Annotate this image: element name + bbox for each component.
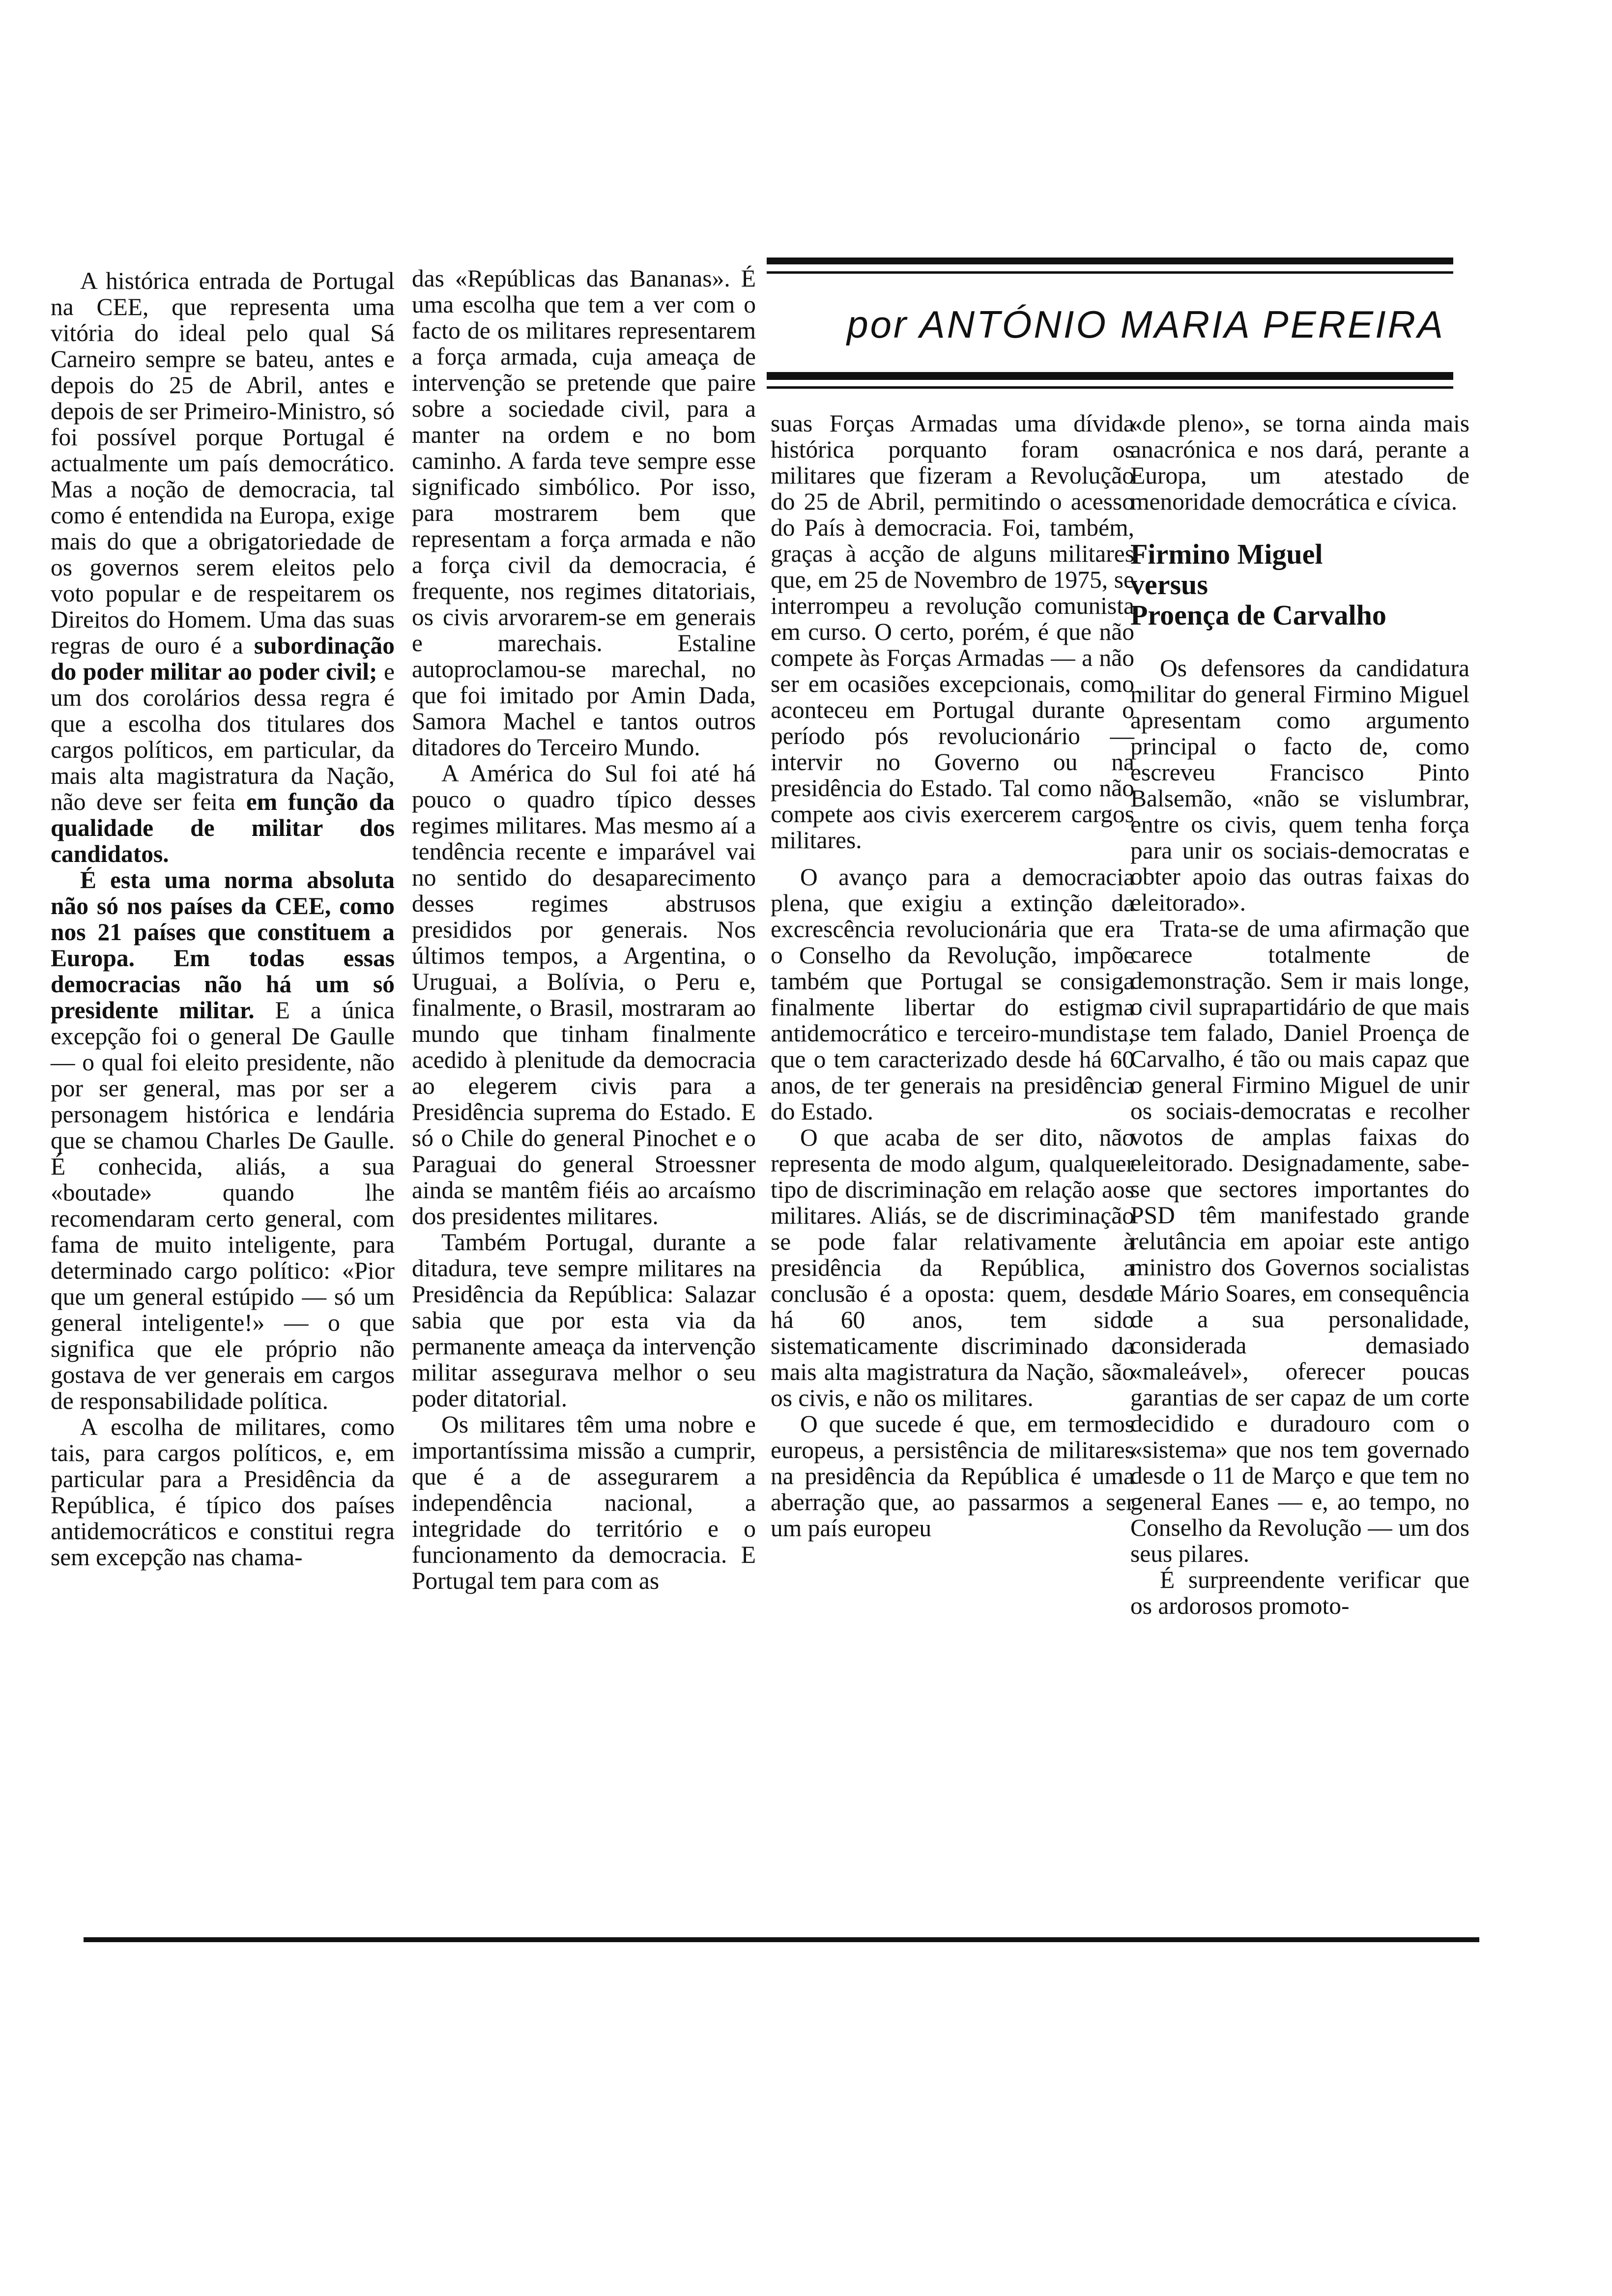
paragraph: Também Portugal, durante a ditadura, teve sempre militares na Presidência da República: Salazar sabia que por esta via da permanente ameaça da intervenção militar assegurava melhor o seu poder ditatorial. [412,1229,756,1412]
subheading [1130,539,1469,631]
byline-bottom-rule [767,372,1453,380]
paragraph: Os defensores da candidatura militar do general Firmino Miguel apresentam como argumento principal o facto de, como escreveu Francisco Pinto Balsemão, «não se vislumbrar, entre os civis, quem tenha força para unir os sociais-democratas e obter apoio das outras faixas do eleitorado». [1130,655,1469,916]
paragraph [51,867,395,1414]
bold-text: em função da qualidade de militar dos candidatos. [51,788,395,867]
byline-bottom-rule-thin [767,386,1453,389]
paragraph: A América do Sul foi até há pouco o quadro típico desses regimes militares. Mas mesmo aí a tendência recente e imparável vai no sentido do desaparecimento desses regimes abstrusos presididos por generais. Nos últimos tempos, a Argentina, o Uruguai, a Bolívia, o Peru e, finalmente, o Brasil, mostraram ao mundo que tinham finalmente acedido à plenitude da democracia ao elegerem civis para a Presidência suprema do Estado. E só o Chile do general Pinochet e o Paraguai do general Stroessner ainda se mantêm fiéis ao arcaísmo dos presidentes militares. [412,760,756,1230]
bold-text: subordinação do poder militar ao poder civil; [51,632,395,685]
paragraph: O avanço para a democracia plena, que exigiu a extinção da excrescência revolucionária que era o Conselho da Revolução, impõe também que Portugal se consiga finalmente libertar do estigma antidemocrático e terceiro-mundista, que o tem caracterizado desde há 60 anos, de ter generais na presidência do Estado. [771,863,1134,1125]
article-column-1 [51,268,395,1570]
subheading-line: versus [1130,569,1208,601]
paragraph: O que sucede é que, em termos europeus, a persistência de militares na presidência da República é uma aberração que, ao passarmos a ser um país europeu [771,1410,1134,1542]
paragraph-text: e um dos corolários dessa regra é que a escolha dos titulares dos cargos políticos, em particular, da mais alta magistratura da Nação, não deve ser feita [51,658,395,815]
byline-top-rule [767,258,1453,264]
paragraph: Os militares têm uma nobre e importantíssima missão a cumprir, que é a de assegurarem a independência nacional, a integridade do território e o funcionamento da democracia. E Portugal tem para com as [412,1411,756,1594]
paragraph: «de pleno», se torna ainda mais anacrónica e nos dará, perante a Europa, um atestado de menoridade democrática e cívica. [1130,410,1469,515]
article-column-3 [771,410,1134,1541]
byline: por ANTÓNIO MARIA PEREIRA [847,303,1445,346]
paragraph-text: A histórica entrada de Portugal na CEE, que representa uma vitória do ideal pelo qual Sá Carneiro sempre se bateu, antes e depois do 25 de Abril, antes e depois de ser Primeiro-Ministro, só foi possível porque Portugal é actualmente um país democrático. Mas a noção de democracia, tal como é entendida na Europa, exige mais do que a obrigatoriedade de os governos serem eleitos pelo voto popular e de respeitarem os Direitos do Homem. Uma das suas regras de ouro é a [51,267,395,659]
paragraph: O que acaba de ser dito, não representa de modo algum, qualquer tipo de discriminação em relação aos militares. Aliás, se de discriminação se pode falar relativamente à presidência da República, a conclusão é a oposta: quem, desde há 60 anos, tem sido sistematicamente discriminado da mais alta magistratura da Nação, são os civis, e não os militares. [771,1124,1134,1411]
subheading-line: Proença de Carvalho [1130,599,1386,631]
byline-top-rule-thin [767,271,1453,274]
bold-text: É esta uma norma absoluta não só nos países da CEE, como nos 21 países que constituem a Europa. Em todas essas democracias não há um só presidente militar. [51,866,395,1024]
paragraph [51,268,395,867]
bottom-rule [84,1937,1479,1942]
paragraph: Trata-se de uma afirmação que carece totalmente de demonstração. Sem ir mais longe, o civil suprapartidário de que mais se tem falado, Daniel Proença de Carvalho, é tão ou mais capaz que o general Firmino Miguel de unir os sociais-democratas e recolher votos de amplas faixas do eleitorado. Designadamente, sabe-se que sectores importantes do PSD têm manifestado grande relutância em apoiar este antigo ministro dos Governos socialistas de Mário Soares, em consequência de a sua personalidade, considerada demasiado «maleável», oferecer poucas garantias de ser capaz de um corte decidido e duradouro com o «sistema» que nos tem governado desde o 11 de Março e que tem no general Eanes — e, ao tempo, no Conselho da Revolução — um dos seus pilares. [1130,915,1469,1567]
paragraph: suas Forças Armadas uma dívida histórica porquanto foram os militares que fizeram a Revolução do 25 de Abril, permitindo o acesso do País à democracia. Foi, também, graças à acção de alguns militares que, em 25 de Novembro de 1975, se interrompeu a revolução comunista em curso. O certo, porém, é que não compete às Forças Armadas — a não ser em ocasiões excepcionais, como aconteceu em Portugal durante o período pós revolucionário — intervir no Governo ou na presidência do Estado. Tal como não compete aos civis exercerem cargos militares. [771,410,1134,854]
article-column-2 [412,265,756,1594]
paragraph-text: E a única excepção foi o general De Gaulle — o qual foi eleito presidente, não por ser general, mas por ser a personagem histórica e lendária que se chamou Charles De Gaulle. É conhecida, aliás, a sua «boutade» quando lhe recomendaram certo general, com fama de muito inteligente, para determinado cargo político: «Pior que um general estúpido — só um general inteligente!» — o que significa que ele próprio não gostava de ver generais em cargos de responsabilidade política. [51,997,395,1414]
article-column-4 [1130,410,1469,1619]
paragraph: É surpreendente verificar que os ardorosos promoto- [1130,1566,1469,1619]
paragraph: das «Repúblicas das Bananas». É uma escolha que tem a ver com o facto de os militares representarem a força armada, cuja ameaça de intervenção se pretende que paire sobre a sociedade civil, para a manter na ordem e no bom caminho. A farda teve sempre esse significado simbólico. Por isso, para mostrarem bem que representam a força armada e não a força civil da democracia, é frequente, nos regimes ditatoriais, os civis arvorarem-se em generais e marechais. Estaline autoproclamou-se marechal, no que foi imitado por Amin Dada, Samora Machel e tantos outros ditadores do Terceiro Mundo. [412,265,756,761]
paragraph: A escolha de militares, como tais, para cargos políticos, e, em particular para a Presidência da República, é típico dos países antidemocráticos e constitui regra sem excepção nas chama- [51,1413,395,1571]
subheading-line: Firmino Miguel [1130,538,1323,570]
